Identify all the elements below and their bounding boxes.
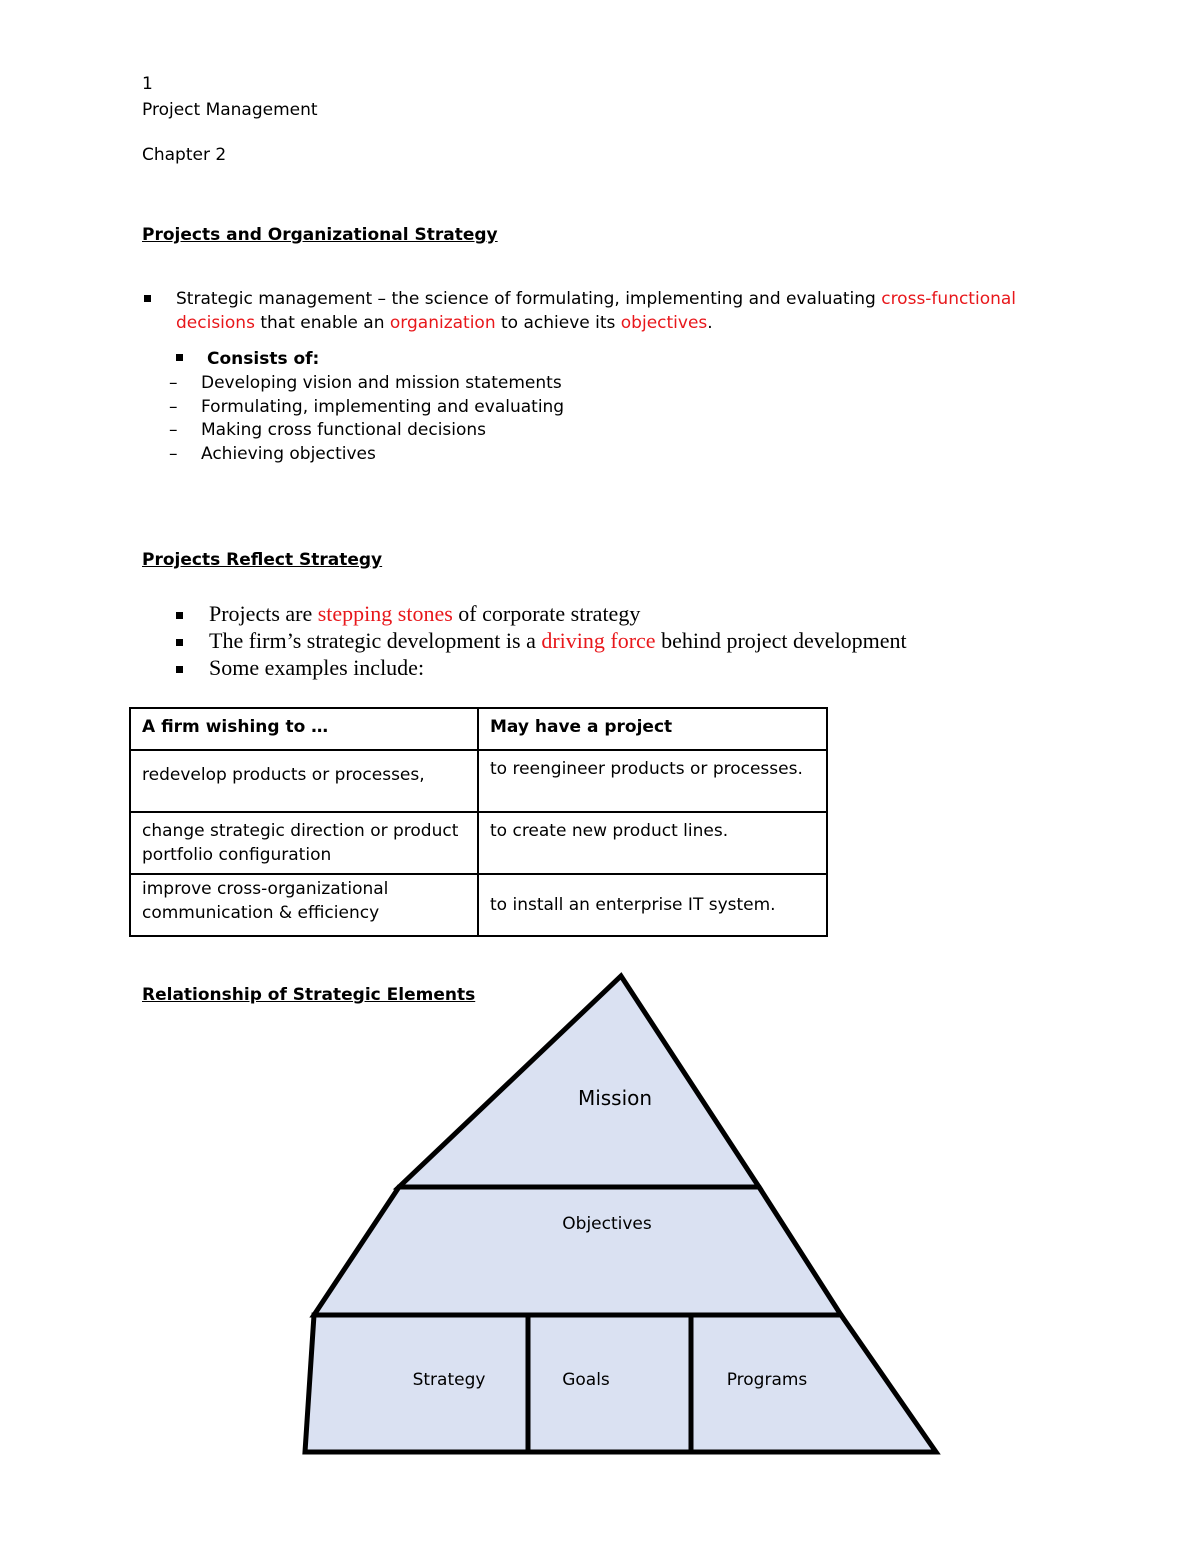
- highlight-driving-force: driving force: [541, 628, 656, 653]
- table-header-cell: May have a project: [478, 708, 827, 750]
- table-cell: to reengineer products or processes.: [478, 750, 827, 812]
- table-cell: change strategic direction or product portfolio configuration: [130, 812, 478, 874]
- table-header-row: [130, 708, 827, 750]
- table-cell: to create new product lines.: [478, 812, 827, 874]
- table-cell: to install an enterprise IT system.: [478, 874, 827, 936]
- strategic-management-bullet: [142, 287, 1042, 335]
- bullet-text-1: Strategic management – the science of formulating, implementing and evaluating: [176, 289, 882, 309]
- table-row: [130, 874, 827, 936]
- bullet-square-icon: [176, 354, 183, 361]
- examples-table: [129, 707, 828, 937]
- bullet-square-icon: [144, 295, 151, 302]
- reflect-text: of corporate strategy: [452, 601, 641, 626]
- reflect-text: behind project development: [655, 628, 907, 653]
- pyramid-top-tier: [399, 976, 759, 1187]
- bullet-text-3: to achieve its: [495, 313, 621, 333]
- list-item-text: Developing vision and mission statements: [201, 373, 562, 393]
- bullet-text-4: .: [707, 313, 713, 333]
- highlight-organization: organization: [389, 313, 496, 333]
- highlight-objectives: objectives: [620, 313, 708, 333]
- highlight-cross-functional: cross-functional: [881, 289, 1017, 309]
- chapter-label: Chapter 2: [142, 145, 227, 165]
- consists-of-item: [176, 347, 319, 371]
- list-item: – Making cross functional decisions: [169, 420, 487, 440]
- pyramid-middle-tier: [314, 1187, 841, 1315]
- section-heading-relationship: Relationship of Strategic Elements: [142, 985, 476, 1005]
- reflect-text: Projects are: [209, 601, 318, 626]
- table-cell: improve cross-organizational communication & efficiency: [130, 874, 478, 936]
- bullet-square-icon: [176, 639, 183, 646]
- reflect-text: Some examples include:: [209, 655, 425, 680]
- reflect-bullet-3: [176, 654, 424, 681]
- list-item: – Formulating, implementing and evaluating: [169, 397, 565, 417]
- highlight-stepping-stones: stepping stones: [317, 601, 453, 626]
- strategic-elements-pyramid: [300, 970, 945, 1460]
- bullet-text-2: that enable an: [254, 313, 390, 333]
- pyramid-label-mission: Mission: [577, 1086, 653, 1110]
- page-number: 1: [142, 74, 153, 94]
- bullet-square-icon: [176, 666, 183, 673]
- list-item-text: Formulating, implementing and evaluating: [201, 397, 565, 417]
- pyramid-label-programs: Programs: [726, 1370, 808, 1390]
- pyramid-label-goals: Goals: [562, 1370, 610, 1390]
- list-item: – Developing vision and mission statements: [169, 373, 562, 393]
- highlight-decisions: decisions: [176, 313, 255, 333]
- table-cell: redevelop products or processes,: [130, 750, 478, 812]
- pyramid-label-strategy: Strategy: [412, 1370, 486, 1390]
- consists-of-label: Consists of:: [207, 349, 320, 369]
- list-item-text: Making cross functional decisions: [201, 420, 487, 440]
- reflect-bullet-2: [176, 627, 907, 654]
- reflect-bullet-1: [176, 600, 640, 627]
- reflect-text: The firm’s strategic development is a: [209, 628, 542, 653]
- list-item-text: Achieving objectives: [201, 444, 376, 464]
- pyramid-label-objectives: Objectives: [562, 1214, 652, 1234]
- list-item: – Achieving objectives: [169, 444, 376, 464]
- bullet-square-icon: [176, 612, 183, 619]
- pyramid-bottom-tier: [305, 1315, 936, 1452]
- section-heading-reflect: Projects Reflect Strategy: [142, 550, 383, 570]
- section-heading-strategy: Projects and Organizational Strategy: [142, 225, 498, 245]
- table-header-cell: A firm wishing to …: [130, 708, 478, 750]
- table-row: [130, 812, 827, 874]
- table-row: [130, 750, 827, 812]
- course-title: Project Management: [142, 100, 318, 120]
